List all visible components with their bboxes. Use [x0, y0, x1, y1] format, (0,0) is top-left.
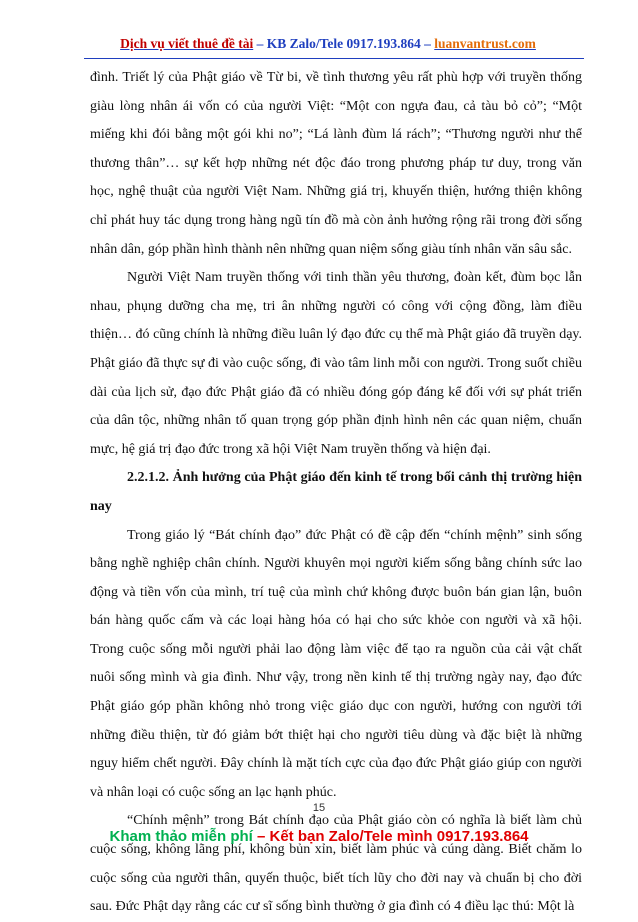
header-divider [84, 58, 584, 59]
page-number: 15 [312, 802, 326, 814]
header-website-link[interactable]: luanvantrust.com [434, 36, 536, 51]
footer-free-link[interactable]: Kham thảo miễn phí [109, 828, 253, 845]
header-separator-1: – [253, 36, 267, 51]
footer-contact: – Kết bạn Zalo/Tele mình 0917.193.864 [252, 828, 529, 845]
section-heading: 2.2.1.2. Ảnh hưởng của Phật giáo đến kinh tế trong bối cảnh thị trường hiện nay [90, 470, 582, 514]
paragraph-1: đình. Triết lý của Phật giáo về Từ bi, về tình thương yêu rất phù hợp với truyền thống giàu lòng nhân ái vốn có của người Việt: “Một con ngựa đau, cả tàu bỏ cỏ”; “Một miếng khi đói bằng một gói khi no”; “Lá lành đùm lá rách”; “Thương người như thể thương thân”… sự kết hợp những nét độc đáo trong phương pháp tư duy, trong văn học, nghệ thuật của người Việt Nam. Những giá trị, khuyến thiện, hướng thiện không chỉ phát huy tác dụng trong hàng ngũ tín đồ mà còn ảnh hưởng rộng rãi trong đời sống nhân dân, góp phần hình thành nên những quan niệm sống giàu tính nhân văn sâu sắc. [90, 70, 582, 257]
paragraph-3: Trong giáo lý “Bát chính đạo” đức Phật có đề cập đến “chính mệnh” sinh sống bằng nghề nghiệp chân chính. Người khuyên mọi người kiếm sống bằng chính sức lao động và tiền vốn của mình, trí tuệ của mình chứ không được buôn bán gian lận, buôn bán hàng quốc cấm và các loại hàng hóa có hại cho sức khỏe con người và xã hội. Trong cuộc sống mỗi người phải lao động làm việc để tạo ra nguồn của cải vật chất nuôi sống mình và gia đình. Như vậy, trong nền kinh tế thị trường ngày nay, đạo đức Phật giáo góp phần không nhỏ trong việc giáo dục con người, hướng con người tới những điều thiện, từ đó giảm bớt thiệt hại cho người tiêu dùng và đặc biệt là những nguy hiểm chết người. Đây chính là mặt tích cực của đạo đức Phật giáo giúp con người và nhân loại có cuộc sống an lạc hạnh phúc. [90, 527, 582, 800]
header-separator-2: – [420, 36, 435, 51]
page-header [78, 36, 578, 52]
header-service-link[interactable]: Dịch vụ viết thuê đề tài [120, 36, 254, 51]
header-contact: KB Zalo/Tele 0917.193.864 [266, 36, 421, 51]
paragraph-4: “Chính mệnh” trong Bát chính đạo của Phật giáo còn có nghĩa là biết làm chủ cuộc sống, không lãng phí, không bủn xỉn, biết làm phúc và cúng dàng. Biết chăm lo cuộc sống của người thân, quyến thuộc, biết tích lũy cho đời nay và chuẩn bị cho đời sau. Đức Phật dạy rằng các cư sĩ sống bình thường ở gia đình có 4 điều lạc thú: Một là [90, 813, 582, 915]
paragraph-2: Người Việt Nam truyền thống với tinh thần yêu thương, đoàn kết, đùm bọc lẫn nhau, phụng dưỡng cha mẹ, tri ân những người có công với cộng đồng, làm điều thiện… đó cũng chính là những điều luân lý đạo đức cụ thể mà Phật giáo đã truyền dạy. Phật giáo đã thực sự đi vào cuộc sống, đi vào tâm linh mỗi con người. Trong suốt chiều dài của lịch sử, đạo đức Phật giáo đã có nhiều đóng góp đáng kể đối với sự phát triển của dân tộc, những nhân tố quan trọng góp phần định hình nên các quan niệm, chuẩn mực, hệ giá trị đạo đức trong xã hội Việt Nam truyền thống và hiện đại. [90, 270, 582, 457]
page-body [90, 64, 582, 922]
page-footer [0, 828, 638, 845]
